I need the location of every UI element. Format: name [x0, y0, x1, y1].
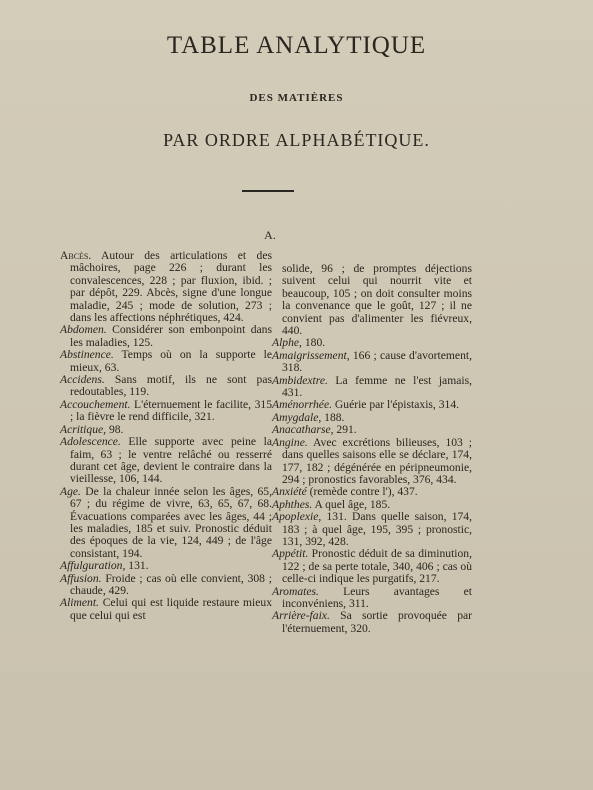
entry-head: Affulguration,	[60, 559, 126, 573]
entry-body: La femme ne l'est jamais, 431.	[282, 373, 472, 400]
entry-head: Amaigrissement,	[272, 348, 350, 362]
entry-body: 131.	[125, 559, 149, 573]
index-entry	[60, 399, 272, 424]
entry-head: Arrière-faix.	[272, 609, 330, 623]
entry-head: Affusion.	[60, 571, 102, 585]
index-entry	[60, 573, 272, 598]
entry-body: Elle supporte avec peine la faim, 63 ; le ventre relâché ou resserré durant cet âge, devient le contraire dans la vieillesse, 106, 144.	[70, 435, 272, 486]
entry-body: Sa sortie provoquée par l'éternuement, 320.	[282, 609, 472, 635]
entry-body: Avec excrétions bilieuses, 103 ; dans quelles saisons elle se déclare, 174, 177, 182 ; dégénérée en péripneumonie, 294 ; pronostics favorables, 376, 434.	[282, 435, 472, 486]
index-entry-continued	[272, 263, 472, 337]
index-entry	[272, 437, 472, 487]
entry-body: Celui qui est liquide restaure mieux que celui qui est	[70, 596, 272, 622]
entry-head: Anxiété	[272, 485, 307, 499]
entry-head: Aliment.	[60, 596, 99, 610]
entry-head: Accidens.	[60, 373, 105, 387]
right-column	[272, 263, 472, 635]
entry-body: Froide ; cas où elle convient, 308 ; chaude, 429.	[70, 571, 272, 597]
entry-body: solide, 96 ; de promptes déjections suivent celui qui nourrit vite et beaucoup, 105 ; on doit consulter moins la convenance que le goût, 127 ; il ne convient pas d'alimenter les fiévreux, 440.	[282, 262, 472, 338]
entry-head: Accouchement.	[60, 397, 131, 411]
index-entry	[272, 350, 472, 375]
entry-body: 98.	[106, 422, 124, 436]
entry-head: Ambidextre.	[272, 373, 328, 387]
index-entry	[60, 374, 272, 399]
entry-body: Pronostic déduit de sa diminution, 122 ; de sa perte totale, 340, 406 ; cas où celle-ci indique les purgatifs, 217.	[282, 547, 472, 586]
page-subtitle-2: PAR ORDRE ALPHABÉTIQUE.	[163, 130, 430, 150]
entry-body: L'éternuement le facilite, 315 ; la fièvre le rend difficile, 321.	[70, 397, 272, 424]
entry-head: Adolescence.	[60, 435, 121, 449]
entry-head: Age.	[60, 484, 81, 498]
entry-body: 291.	[333, 423, 357, 437]
index-entry	[272, 511, 472, 548]
index-entry	[272, 548, 472, 585]
entry-body: De la chaleur innée selon les âges, 65, 67 ; du régime de vivre, 63, 65, 67, 68. Évacuations comparées avec les âges, 44 ; les maladies, 185 et suiv. Pronostic déduit des époques de la vie, 124, 449 ; de l'âge consistant, 194.	[70, 484, 272, 560]
entry-head: Abcès.	[60, 249, 92, 262]
index-entry	[60, 250, 272, 324]
entry-head: Aromates.	[272, 584, 319, 598]
index-entry	[272, 586, 472, 611]
entry-body: Guérie par l'épistaxis, 314.	[332, 398, 460, 412]
entry-body: A quel âge, 185.	[312, 497, 391, 511]
entry-body: Leurs avantages et inconvéniens, 311.	[282, 584, 472, 610]
entry-body: 188.	[321, 410, 345, 424]
entry-body: Autour des articulations et des mâchoires, page 226 ; durant les convalescences, 228 ; par fluxion, ibid. ; par dépôt, 229. Abcès, signe d'une longue maladie, 245 ; mode de solution, 273 ; dans les affections néphrétiques, 424.	[70, 249, 272, 325]
entry-head: Appétit.	[272, 547, 309, 561]
entry-body: Considérer son embonpoint dans les maladies, 125.	[70, 323, 272, 349]
entry-body: 180.	[301, 336, 326, 350]
entry-head: Apoplexie,	[272, 510, 322, 524]
index-entry	[60, 349, 272, 374]
index-entry	[60, 436, 272, 486]
entry-head: Aphthes.	[272, 497, 313, 511]
entry-body: 131. Dans quelle saison, 174, 183 ; à quel âge, 195, 395 ; pronostic, 131, 392, 428.	[282, 510, 472, 548]
entry-body: (remède contre l'), 437.	[306, 485, 418, 499]
left-column	[60, 250, 272, 622]
entry-body: Temps où on la supporte le mieux, 63.	[70, 348, 272, 374]
entry-head: Alphe,	[272, 336, 302, 350]
index-entry	[60, 597, 272, 622]
index-entry	[60, 486, 272, 560]
entry-head: Acritique,	[60, 422, 107, 436]
entry-head: Amygdale,	[272, 410, 322, 424]
index-entry	[60, 324, 272, 349]
entry-head: Abdomen.	[60, 323, 107, 337]
entry-body: 166 ; cause d'avortement, 318.	[282, 348, 472, 375]
entry-body: Sans motif, ils ne sont pas redoutables, 119.	[70, 373, 272, 399]
entry-head: Angine.	[272, 435, 308, 449]
title-rule	[242, 190, 294, 192]
section-letter: A.	[264, 228, 276, 242]
index-entry	[272, 610, 472, 635]
page-title: TABLE ANALYTIQUE	[166, 32, 427, 59]
entry-head: Abstinence.	[60, 348, 114, 362]
index-entry	[272, 375, 472, 400]
entry-head: Aménorrhée.	[272, 398, 332, 412]
page-subtitle: DES MATIÈRES	[249, 92, 344, 104]
entry-head: Anacatharse,	[272, 423, 334, 437]
